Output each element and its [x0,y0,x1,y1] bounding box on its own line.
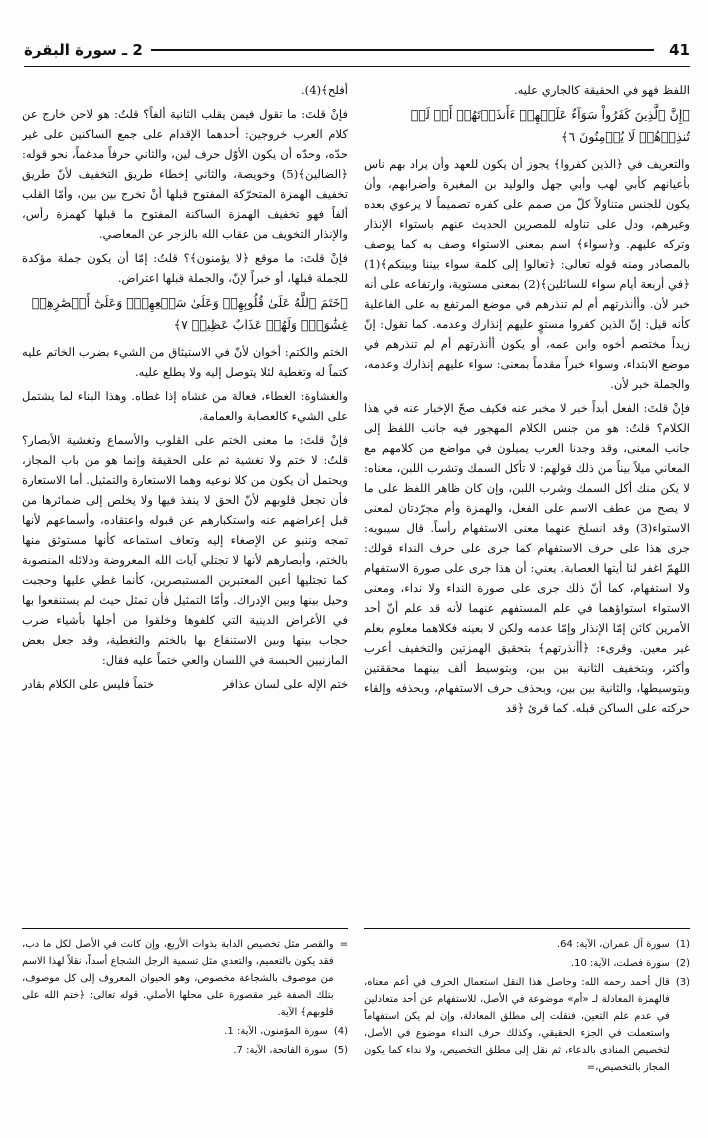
left-column [22,80,348,918]
footnote-text: قال أحمد رحمه الله: وحاصل هذا النقل استعمال الحرف في أعم معناه، فالهمزة المعادلة لـ «أم» موضوعة في الأصل، للاستفهام عن أحد متعادلين في عدم علم التعين، فنقلت إلى مطلق المعادلة، وإن لم يكن استفهاماً واستعملت في الجزء الحقيقي، وكذلك حرف النداء موضوع في الأصل، لتخصيص المنادى بالدعاء، ثم نقل إلى مطلق التخصيص، ولا نداء كما يكون المجاز بالتخصيص،= [364,977,670,1073]
paragraph: فإنْ قلتَ: ما تقول فيمن يقلب الثانية ألفاً؟ قلتُ: هو لاحن خارج عن كلام العرب خروجين: أحدهما الإقدام على جمع الساكنين على غير حدّه، وحدّه أن يكون الأوّل حرف لين، والثاني حرفاً مدغماً، نحو قوله: ﴿الضالين﴾(5) وخويصة، والثاني إخطاء طريق التخفيف لأنّ طريق تخفيف الهمزة المتحرّكة المفتوح قبلها أنْ تخرج بين بين، وأمّا القلب ألفاً فهو تخفيف الهمزة الساكنة المفتوح ما قبلها كهمزة رأس، والإنذار التخويف من عقاب الله بالزجر عن المعاصي. [22,107,348,241]
footnote [22,936,348,1021]
page-header [24,36,690,64]
quran-verse: ﴿خَتَمَ ٱللَّهُ عَلَىٰ قُلُوبِهِمۡ وَعَلَىٰ سَمۡعِهِمۡۖ وَعَلَىٰٓ أَبۡصَٰرِهِمۡ غِشَٰوَةٞۖ وَلَهُمۡ عَذَابٌ عَظِيمٞ ٧﴾ [31,295,348,332]
body-columns [22,80,690,918]
paragraph: أفلح﴾(4). [300,83,348,97]
footnote [364,974,690,1076]
footnote-separator [22,928,690,929]
footnote [364,936,690,953]
header-underline [24,66,690,67]
footnote-text: سورة فصلت، الآية: 10. [570,958,670,969]
footnotes [22,936,690,1124]
footnote [22,1023,348,1040]
paragraph: والغشاوة: الغطاء، فعالة من غشاه إذا غطاه. وهذا البناء لما يشتمل على الشيء كالعصابة والعمامة. [22,389,348,423]
footnote [364,955,690,972]
paragraph: الختم والكتم: أخوان لأنّ في الاستيثاق من الشيء بضرب الخاتم عليه كتماً له وتغطية لئلا يتوصل إليه ولا يطلع عليه. [22,345,348,379]
quran-verse: ﴿إِنَّ ٱلَّذِينَ كَفَرُواْ سَوَآءٌ عَلَيۡهِمۡ ءَأَنذَرۡتَهُمۡ أَمۡ لَمۡ تُنذِرۡهُمۡ لَا يُؤۡمِنُونَ ٦﴾ [410,107,690,144]
poem-line [22,674,348,694]
footnote [22,1042,348,1059]
footnote-text: سورة الفاتحة، الآية: 7. [233,1045,328,1056]
footnote-number: (1) [675,939,690,950]
poem-hemistich-first: ختم الإله على لسان عذافر [223,677,348,691]
paragraph: فإنْ قلتَ: ما موقع ﴿لا يؤمنون﴾؟ قلتُ: إمّا أن يكون جملة مؤكدة للجملة قبلها، أو خبراً لإنّ، والجملة قبلها اعتراض. [22,251,348,285]
footnote-rule-right [364,928,690,929]
poem-hemistich-second: ختماً فليس على الكلام بقادر [22,677,155,691]
footnotes-right [364,936,690,1124]
running-title: 2 ـ سورة البقرة [24,41,143,59]
paragraph: فإنْ قلتَ: ما معنى الختم على القلوب والأسماع وتغشية الأبصار؟ قلتُ: لا ختم ولا تغشية ثم على الحقيقة وإنما هو من باب المجاز، ويحتمل أن يكون من كلا نوعيه وهما الاستعارة والتمثيل. أما الاستعارة فأن تجعل قلوبهم لأنّ الحق لا ينفذ فيها ولا يخلص إلى ضمائرها من قبل إعراضهم عنه واستكبارهم عن قبوله واعتقاده، وأسماعهم لأنها تمجه وتنبو عن الإصغاء إليه وتعاف استماعه كأنها مستوثق منها بالختم، وأبصارهم لأنها لا تجتلي آيات الله المعروضة ودلائله المنصوبة كما تجتليها أعين المعتبرين المستبصرين، كأنما غطي عليها وحجبت وحيل بينها وبين الإدراك. وأمّا التمثيل فأن تمثل حيث لم يستنفعوا بها في الأغراض الدينية التي كلفوها وخلقوا من أجلها بأشياء ضرب حجاب بينها وبين الاستنفاع بها بالختم والتغطية، وقد جعل بعض المازنيين الحبسة في اللسان والعي ختماً عليه فقال: [22,433,348,667]
header-rule [151,49,654,51]
footnotes-left [22,936,348,1124]
paragraph: اللفظ فهو في الحقيقة كالجاري عليه. [513,83,690,97]
footnote-text: سورة المؤمنون، الآية: 1. [224,1026,328,1037]
footnote-number: (2) [675,958,690,969]
footnote-number: = [339,939,348,950]
footnote-number: (3) [675,977,690,988]
footnote-rule-left [22,928,348,929]
paragraph: والتعريف في ﴿الذين كفروا﴾ يجوز أن يكون للعهد وأن يراد بهم ناس بأعيانهم كأبي لهب وأبي جهل والوليد بن المغيرة وأضرابهم، وأن يكون للجنس متناولاً كلّ من صمم على كفره تصميماً لا يرعوي بعده وغيرهم، ودل على تناوله للمصرين الحديث عنهم باستواء الإنذار وتركه عليهم. و﴿سواء﴾ اسم بمعنى الاستواء وصف به كما يوصف بالمصادر ومنه قوله تعالى: ﴿تعالوا إلى كلمة سواء بيننا وبينكم﴾(1) ﴿في أربعة أيام سواء للسائلين﴾(2) بمعنى مستوية، وارتفاعه على أنه خبر لأن. وأأنذرتهم أم لم تنذرهم في موضع المرتفع به على الفاعلية كأنه قيل: إنّ الذين كفروا مستوٍ عليهم إنذارك وعدمه. كما تقول: إنّ زيداً مختصم أخوه وابن عمه، أو يكون أأنذرتهم أم لم تنذرهم في موضع الابتداء، وسواء خبراً مقدماً بمعنى: سواء عليهم إنذارك وعدمه، والجملة خبر لأن. [364,157,690,391]
footnote-number: (5) [333,1045,348,1056]
footnote-text: سورة آل عمران، الآية: 64. [556,939,670,950]
page-number: 41 [669,41,690,59]
footnote-number: (4) [333,1026,348,1037]
paragraph: فإنْ قلتَ: الفعل أبداً خبر لا مخبر عنه فكيف صحّ الإخبار عنه في هذا الكلام؟ قلتُ: هو من جنس الكلام المهجور فيه جانب اللفظ إلى جانب المعنى، وقد وجدنا العرب يميلون في مواضع من كلامهم مع المعاني ميلاً بيناً من ذلك قولهم: لا تأكل السمك وتشرب اللبن، معناه: لا يكن منك أكل السمك وشرب اللبن، وإن كان ظاهر اللفظ على ما لا يصح من عطف الاسم على الفعل، والهمزة وأم مجرّدتان لمعنى الاستواء(3) وقد انسلخ عنهما معنى الاستفهام رأساً. قال سيبويه: جرى هذا على حرف الاستفهام كما جرى على حرف النداء قولك: اللهمّ اغفر لنا أيتها العصابة. يعني: أن هذا جرى على صورة الاستفهام ولا استفهام، كما أنّ ذلك جرى على صورة النداء ولا نداء، ومعنى الاستواء استواؤهما في علم المستفهم عنهما لأنه قد علم أنّ أحد الأمرين كائن إمّا الإنذار وإمّا عدمه ولكن لا بعينه فكلاهما معلوم بعلم غير معين. وقرىء: ﴿أأنذرتهم﴾ بتحقيق الهمزتين والتخفيف أعرب وأكثر، وبتخفيف الثانية بين بين، وبتوسيط ألف بينهما محققتين وبتوسيطها، والثانية بين بين، وبحذف حرف الاستفهام، وبحذفه وإلقاء حركته على الساكن قبله. كما قرئ ﴿قد [364,401,690,715]
right-column [364,80,690,918]
footnote-text: والقصر مثل تخصيص الدابة بذوات الأربع، وإن كانت في الأصل لكل ما دب، فقد يكون بالتعميم، والتعدي مثل تسمية الرجل الشجاع أسداً، نقلاً لهذا الاسم من موصوف بالشجاعة مخصوص، وهو الحيوان المعروف إلى كل موصوف، بتلك الصفة غير مقصورة على محلها الأصلي. قوله تعالى: ﴿ختم الله على قلوبهم﴾ الآية. [22,939,334,1018]
